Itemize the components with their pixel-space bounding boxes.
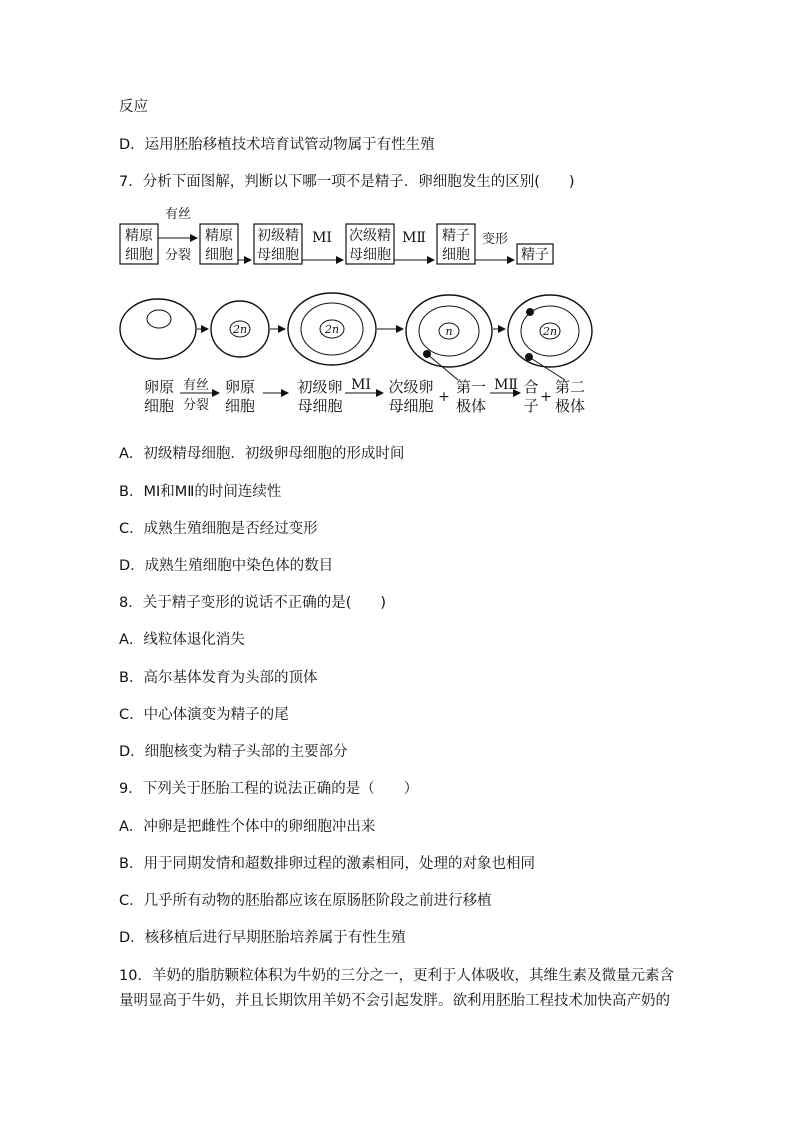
egg-label-secondary-line2: 母细胞 bbox=[388, 397, 434, 415]
egg-label-second-polar-line1: 第二 bbox=[554, 378, 586, 396]
zygote-cell bbox=[508, 295, 592, 380]
q9-option-a: A．冲卵是把雌性个体中的卵细胞冲出来 bbox=[119, 819, 376, 835]
sperm-arrow-1-bottom: 分裂 bbox=[164, 248, 192, 263]
q7-option-b: B．MⅠ和MⅡ的时间连续性 bbox=[119, 484, 282, 500]
sperm-box-3-line1: 初级精 bbox=[257, 228, 299, 244]
q8-stem: 8．关于精子变形的说话不正确的是( ) bbox=[119, 595, 387, 611]
q7-option-a: A．初级精母细胞．初级卵母细胞的形成时间 bbox=[119, 446, 405, 462]
sperm-box-1-line1: 精原 bbox=[125, 228, 153, 244]
gametogenesis-diagram bbox=[0, 0, 794, 440]
egg-label-oogonium-1-line1: 卵原 bbox=[143, 378, 175, 396]
q8-option-b: B．高尔基体发育为头部的顶体 bbox=[119, 670, 318, 686]
q7-option-c: C．成熟生殖细胞是否经过变形 bbox=[119, 521, 318, 537]
egg-label-second-polar-line2: 极体 bbox=[554, 397, 586, 415]
sperm-box-1-line2: 细胞 bbox=[125, 247, 153, 263]
egg-arrow-m2-label: MⅡ bbox=[494, 377, 518, 393]
plus-sign-1: + bbox=[438, 389, 450, 405]
sperm-arrow-4-top: MⅡ bbox=[402, 230, 426, 246]
q8-option-a: A．线粒体退化消失 bbox=[119, 632, 245, 648]
q8-option-d: D．细胞核变为精子头部的主要部分 bbox=[119, 744, 348, 760]
q7-option-d: D．成熟生殖细胞中染色体的数目 bbox=[119, 558, 334, 574]
plus-sign-2: + bbox=[540, 389, 552, 405]
egg-label-oogonium-2-line1: 卵原 bbox=[224, 378, 256, 396]
prev-question-tail: 反应 bbox=[119, 99, 148, 115]
egg-label-first-polar-line1: 第一 bbox=[455, 378, 487, 396]
egg-label-zygote-line2: 子 bbox=[523, 397, 539, 415]
sperm-box-1 bbox=[120, 224, 158, 264]
egg-label-oogonium-2-line2: 细胞 bbox=[224, 397, 256, 415]
nucleus-label-2: 2n bbox=[324, 323, 340, 336]
sperm-box-5-line1: 精子 bbox=[442, 228, 470, 244]
sperm-box-3 bbox=[254, 224, 302, 264]
egg-label-zygote-line1: 合 bbox=[523, 378, 539, 396]
sperm-box-5 bbox=[437, 224, 475, 264]
q8-option-c: C．中心体演变为精子的尾 bbox=[119, 707, 289, 723]
sperm-box-2 bbox=[200, 224, 238, 264]
sperm-box-4-line1: 次级精 bbox=[349, 228, 391, 244]
sperm-box-6-line1: 精子 bbox=[521, 247, 549, 263]
egg-arrow-mitosis-top: 有丝 bbox=[182, 378, 210, 393]
q9-option-c: C．几乎所有动物的胚胎都应该在原肠胚阶段之前进行移植 bbox=[119, 893, 492, 909]
sperm-arrow-5-top: 变形 bbox=[481, 232, 509, 247]
egg-arrow-m1-label: MⅠ bbox=[351, 377, 371, 393]
sperm-box-6 bbox=[517, 244, 553, 264]
sperm-box-4-line2: 母细胞 bbox=[349, 247, 391, 263]
primary-oocyte-cell bbox=[288, 293, 376, 365]
q9-option-d: D．核移植后进行早期胚胎培养属于有性生殖 bbox=[119, 930, 406, 946]
sperm-arrow-1-top: 有丝 bbox=[164, 207, 192, 222]
sperm-box-4 bbox=[346, 224, 394, 264]
sperm-arrow-3-top: MⅠ bbox=[312, 230, 332, 246]
secondary-oocyte-cell bbox=[406, 295, 492, 380]
sperm-box-2-line2: 细胞 bbox=[205, 247, 233, 263]
sperm-box-2-line1: 精原 bbox=[205, 228, 233, 244]
egg-label-primary-line2: 母细胞 bbox=[297, 397, 343, 415]
sperm-box-5-line2: 细胞 bbox=[442, 247, 470, 263]
egg-arrow-mitosis-bottom: 分裂 bbox=[182, 398, 210, 413]
q10-line-2: 量明显高于牛奶，并且长期饮用羊奶不会引起发胖。欲利用胚胎工程技术加快高产奶的 bbox=[119, 993, 670, 1009]
nucleus-label-1: 2n bbox=[232, 323, 248, 336]
oogonium-cell-2 bbox=[211, 301, 269, 357]
prev-option-d: D．运用胚胎移植技术培育试管动物属于有性生殖 bbox=[119, 137, 435, 153]
polar-body-dot-a bbox=[526, 308, 534, 316]
nucleus-label-3: n bbox=[445, 325, 453, 338]
egg-label-primary-line1: 初级卵 bbox=[297, 378, 343, 396]
q9-option-b: B．用于同期发情和超数排卵过程的激素相同，处理的对象也相同 bbox=[119, 856, 535, 872]
q10-line-1: 10．羊奶的脂肪颗粒体积为牛奶的三分之一，更利于人体吸收，其维生素及微量元素含 bbox=[119, 968, 674, 984]
egg-label-oogonium-1-line2: 细胞 bbox=[143, 397, 175, 415]
egg-label-first-polar-line2: 极体 bbox=[455, 397, 487, 415]
sperm-box-3-line2: 母细胞 bbox=[257, 247, 299, 263]
q7-stem: 7．分析下面图解，判断以下哪一项不是精子．卵细胞发生的区别( ) bbox=[119, 174, 575, 190]
oogonium-cell-1 bbox=[120, 299, 196, 359]
egg-label-secondary-line1: 次级卵 bbox=[388, 378, 434, 396]
nucleus-label-4: 2n bbox=[542, 325, 558, 338]
q9-stem: 9．下列关于胚胎工程的说法正确的是（ ） bbox=[119, 781, 419, 797]
